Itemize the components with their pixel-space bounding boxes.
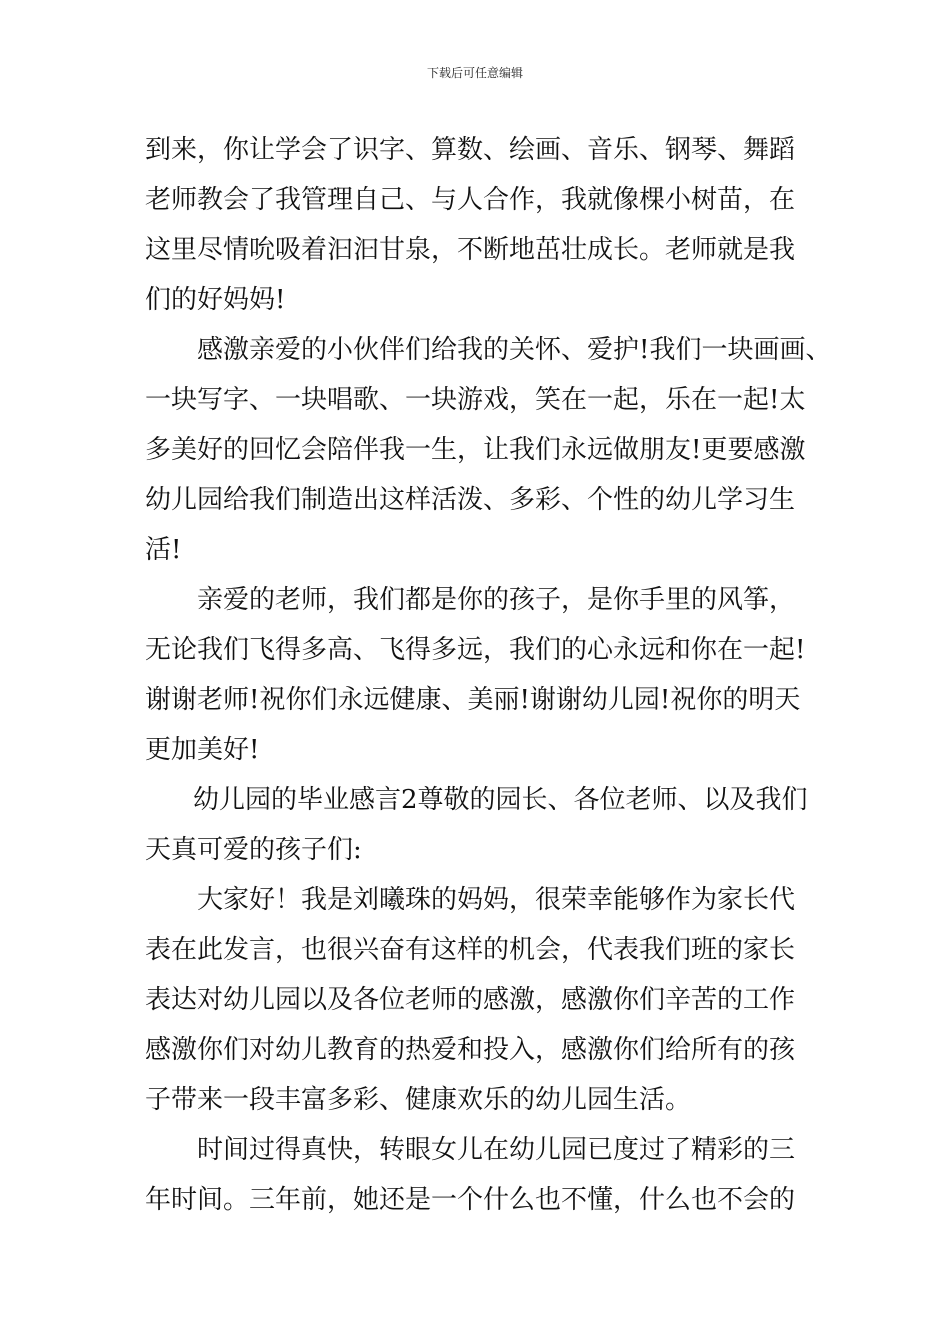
text-line: 谢谢老师!祝你们永远健康、美丽!谢谢幼儿园!祝你的明天 xyxy=(145,685,801,715)
text-line: 子带来一段丰富多彩、健康欢乐的幼儿园生活。 xyxy=(145,1085,692,1115)
text-line: 多美好的回忆会陪伴我一生，让我们永远做朋友!更要感激 xyxy=(145,435,806,465)
text-line: 表达对幼儿园以及各位老师的感激，感激你们辛苦的工作 xyxy=(145,985,796,1015)
text-line: 感激你们对幼儿教育的热爱和投入，感激你们给所有的孩 xyxy=(145,1035,796,1065)
text-line: 时间过得真快，转眼女儿在幼儿园已度过了精彩的三 xyxy=(197,1135,796,1165)
text-line: 感激亲爱的小伙伴们给我的关怀、爱护!我们一块画画、 xyxy=(197,335,832,365)
page-header: 下载后可任意编辑 xyxy=(426,66,523,80)
text-line: 一块写字、一块唱歌、一块游戏，笑在一起，乐在一起!太 xyxy=(145,385,806,415)
text-line: 幼儿园给我们制造出这样活泼、多彩、个性的幼儿学习生 xyxy=(145,485,796,515)
text-line: 天真可爱的孩子们: xyxy=(145,835,362,865)
text-line: 们的好妈妈! xyxy=(145,285,286,315)
text-line: 活! xyxy=(145,535,182,565)
text-line: 无论我们飞得多高、飞得多远，我们的心永远和你在一起! xyxy=(145,635,806,665)
text-line: 表在此发言，也很兴奋有这样的机会，代表我们班的家长 xyxy=(145,935,796,965)
text-line: 年时间。三年前，她还是一个什么也不懂，什么也不会的 xyxy=(145,1185,796,1215)
text-line: 老师教会了我管理自己、与人合作，我就像棵小树苗，在 xyxy=(145,185,796,215)
document-body xyxy=(145,125,832,1225)
text-line: 亲爱的老师，我们都是你的孩子，是你手里的风筝， xyxy=(197,585,796,615)
text-line: 到来，你让学会了识字、算数、绘画、音乐、钢琴、舞蹈 xyxy=(145,135,796,165)
text-line: 这里尽情吮吸着汩汩甘泉，不断地茁壮成长。老师就是我 xyxy=(145,235,796,265)
text-line: 更加美好! xyxy=(145,735,260,765)
text-line: 大家好！我是刘曦珠的妈妈，很荣幸能够作为家长代 xyxy=(197,885,796,915)
text-line: 幼儿园的毕业感言2尊敬的园长、各位老师、以及我们 xyxy=(193,785,808,815)
